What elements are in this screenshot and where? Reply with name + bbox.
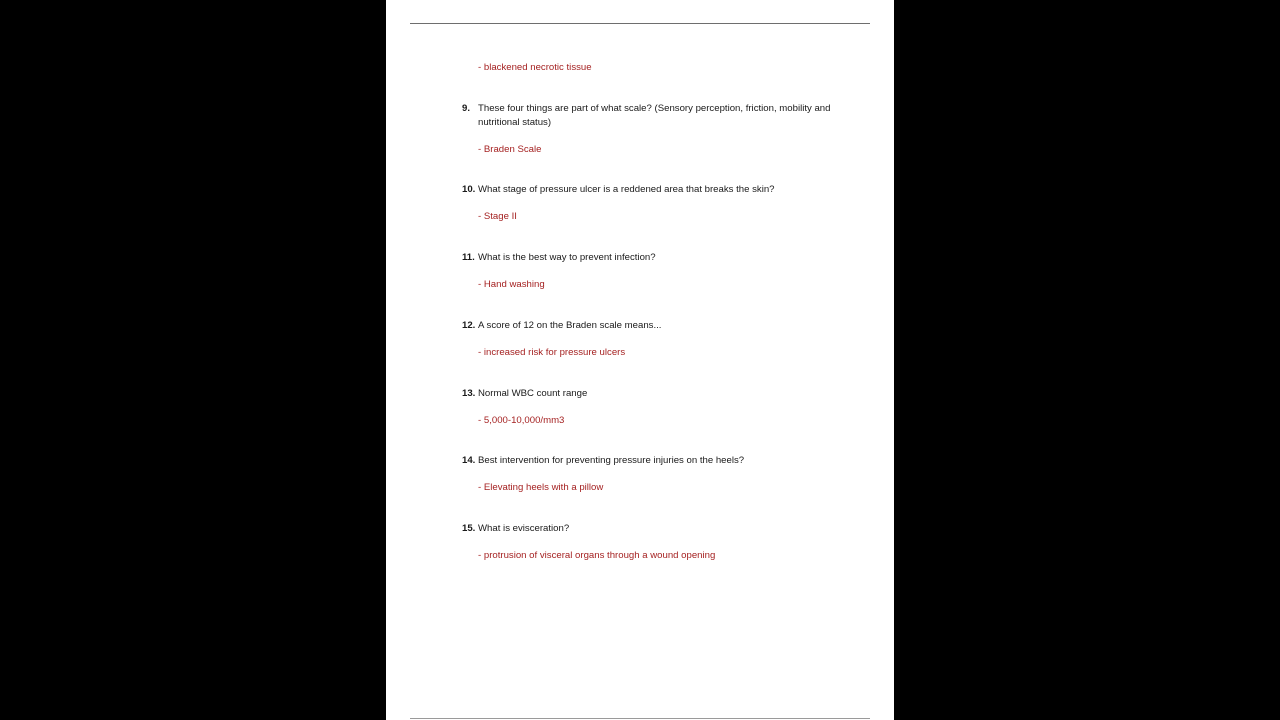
question-12	[462, 319, 832, 333]
answer-15: - protrusion of visceral organs through a wound opening	[478, 550, 716, 561]
question-number: 9.	[462, 103, 471, 114]
question-number: 11.	[462, 252, 475, 263]
question-11	[462, 251, 832, 265]
question-number: 15.	[462, 523, 476, 534]
answer-12: - increased risk for pressure ulcers	[478, 347, 626, 358]
question-text: Normal WBC count range	[478, 388, 588, 399]
question-text: What is the best way to prevent infection?	[478, 252, 656, 263]
answer-13: - 5,000-10,000/mm3	[478, 415, 565, 426]
answer-9: - Braden Scale	[478, 144, 542, 155]
question-number: 14.	[462, 455, 476, 466]
question-10	[462, 183, 862, 197]
question-number: 12.	[462, 320, 476, 331]
answer-11: - Hand washing	[478, 279, 545, 290]
answer-8: - blackened necrotic tissue	[478, 62, 592, 73]
question-15	[462, 522, 832, 536]
document-page	[386, 0, 894, 720]
question-text: Best intervention for preventing pressure injuries on the heels?	[478, 455, 745, 466]
question-number: 13.	[462, 388, 476, 399]
answer-10: - Stage II	[478, 211, 517, 222]
question-text: These four things are part of what scale? (Sensory perception, friction, mobility and nutritional status)	[478, 103, 831, 128]
question-14	[462, 454, 862, 468]
question-9	[462, 102, 832, 129]
question-text: A score of 12 on the Braden scale means...	[478, 320, 662, 331]
question-text: What is evisceration?	[478, 523, 570, 534]
question-number: 10.	[462, 184, 476, 195]
answer-14: - Elevating heels with a pillow	[478, 482, 604, 493]
question-text: What stage of pressure ulcer is a reddened area that breaks the skin?	[478, 184, 775, 195]
question-13	[462, 387, 832, 401]
header-rule	[410, 23, 870, 24]
footer-rule	[410, 718, 870, 719]
